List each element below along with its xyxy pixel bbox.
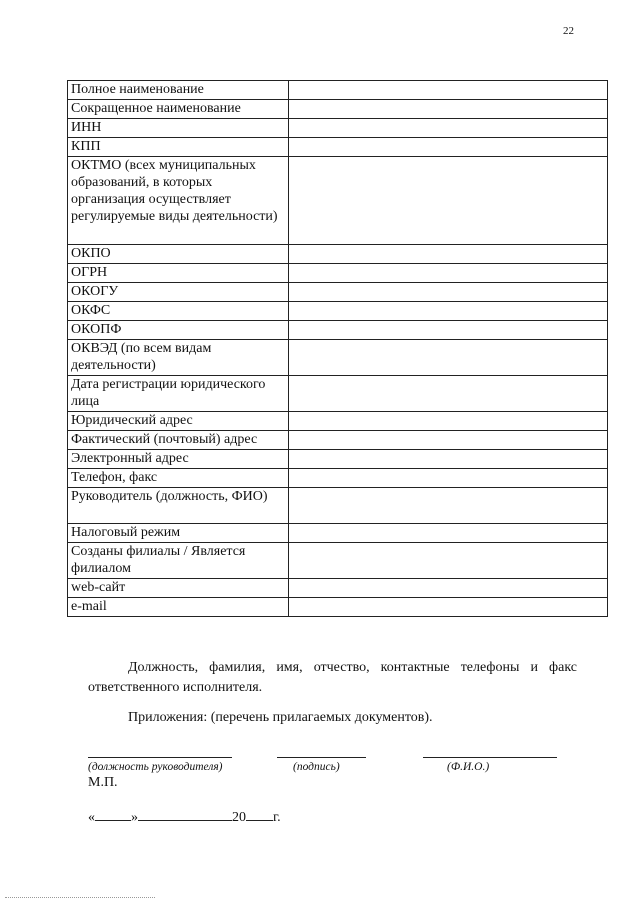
table-row	[68, 598, 608, 617]
organization-details-table	[67, 80, 608, 617]
table-row	[68, 100, 608, 119]
name-caption: (Ф.И.О.)	[447, 761, 490, 773]
table-row	[68, 524, 608, 543]
stamp-label: М.П.	[88, 775, 118, 790]
field-label-branches: Созданы филиалы / Является филиалом	[68, 543, 289, 579]
footer-divider	[5, 897, 155, 898]
table-row	[68, 302, 608, 321]
date-close-quote: »	[131, 810, 138, 825]
table-row	[68, 264, 608, 283]
table-row	[68, 543, 608, 579]
field-label-ogrn: ОГРН	[68, 264, 289, 283]
field-label-email: e-mail	[68, 598, 289, 617]
signature-line[interactable]	[277, 757, 366, 758]
table-row	[68, 376, 608, 412]
date-open-quote: «	[88, 810, 95, 825]
field-value-inn[interactable]	[289, 119, 608, 138]
field-label-inn: ИНН	[68, 119, 289, 138]
table-row	[68, 579, 608, 598]
field-label-registration-date: Дата регистрации юридического лица	[68, 376, 289, 412]
position-signature-line[interactable]	[88, 757, 232, 758]
field-value-full-name[interactable]	[289, 81, 608, 100]
date-year-blank[interactable]	[246, 807, 273, 821]
field-value-director[interactable]	[289, 488, 608, 524]
field-value-oktmo[interactable]	[289, 157, 608, 245]
date-month-blank[interactable]	[138, 807, 232, 821]
attachments-paragraph: Приложения: (перечень прилагаемых документов).	[128, 710, 433, 725]
field-label-phone-fax: Телефон, факс	[68, 469, 289, 488]
table-row	[68, 283, 608, 302]
field-label-postal-address: Фактический (почтовый) адрес	[68, 431, 289, 450]
field-value-okfs[interactable]	[289, 302, 608, 321]
date-day-blank[interactable]	[95, 807, 131, 821]
field-label-director: Руководитель (должность, ФИО)	[68, 488, 289, 524]
field-label-short-name: Сокращенное наименование	[68, 100, 289, 119]
field-label-okopf: ОКОПФ	[68, 321, 289, 340]
table-row	[68, 431, 608, 450]
table-row	[68, 340, 608, 376]
field-value-postal-address[interactable]	[289, 431, 608, 450]
field-label-kpp: КПП	[68, 138, 289, 157]
signature-caption: (подпись)	[293, 761, 340, 773]
field-value-okopf[interactable]	[289, 321, 608, 340]
field-label-email-address: Электронный адрес	[68, 450, 289, 469]
field-value-okpo[interactable]	[289, 245, 608, 264]
page-number: 22	[563, 25, 574, 37]
table-row	[68, 81, 608, 100]
field-value-email[interactable]	[289, 598, 608, 617]
field-value-tax-regime[interactable]	[289, 524, 608, 543]
table-row	[68, 119, 608, 138]
field-label-full-name: Полное наименование	[68, 81, 289, 100]
field-label-website: web-сайт	[68, 579, 289, 598]
field-value-registration-date[interactable]	[289, 376, 608, 412]
field-value-website[interactable]	[289, 579, 608, 598]
table-row	[68, 412, 608, 431]
field-label-tax-regime: Налоговый режим	[68, 524, 289, 543]
field-value-short-name[interactable]	[289, 100, 608, 119]
table-row	[68, 488, 608, 524]
table-row	[68, 138, 608, 157]
field-label-okogu: ОКОГУ	[68, 283, 289, 302]
table-row	[68, 245, 608, 264]
field-value-okved[interactable]	[289, 340, 608, 376]
name-signature-line[interactable]	[423, 757, 557, 758]
field-label-oktmo: ОКТМО (всех муниципальных образований, в которых организация осуществляет регулируемые виды деятельности)	[68, 157, 289, 245]
date-year-suffix: г.	[273, 810, 281, 825]
table-row	[68, 450, 608, 469]
position-caption: (должность руководителя)	[88, 761, 223, 773]
field-label-okfs: ОКФС	[68, 302, 289, 321]
field-value-okogu[interactable]	[289, 283, 608, 302]
date-line	[88, 807, 281, 826]
field-value-branches[interactable]	[289, 543, 608, 579]
field-label-okved: ОКВЭД (по всем видам деятельности)	[68, 340, 289, 376]
field-value-kpp[interactable]	[289, 138, 608, 157]
table-row	[68, 469, 608, 488]
field-value-legal-address[interactable]	[289, 412, 608, 431]
date-year-prefix: 20	[232, 810, 246, 825]
table-row	[68, 321, 608, 340]
field-label-okpo: ОКПО	[68, 245, 289, 264]
field-value-phone-fax[interactable]	[289, 469, 608, 488]
field-value-ogrn[interactable]	[289, 264, 608, 283]
table-row	[68, 157, 608, 245]
contacts-paragraph: Должность, фамилия, имя, отчество, контактные телефоны и факс ответственного исполнителя.	[88, 660, 577, 695]
field-label-legal-address: Юридический адрес	[68, 412, 289, 431]
field-value-email-address[interactable]	[289, 450, 608, 469]
